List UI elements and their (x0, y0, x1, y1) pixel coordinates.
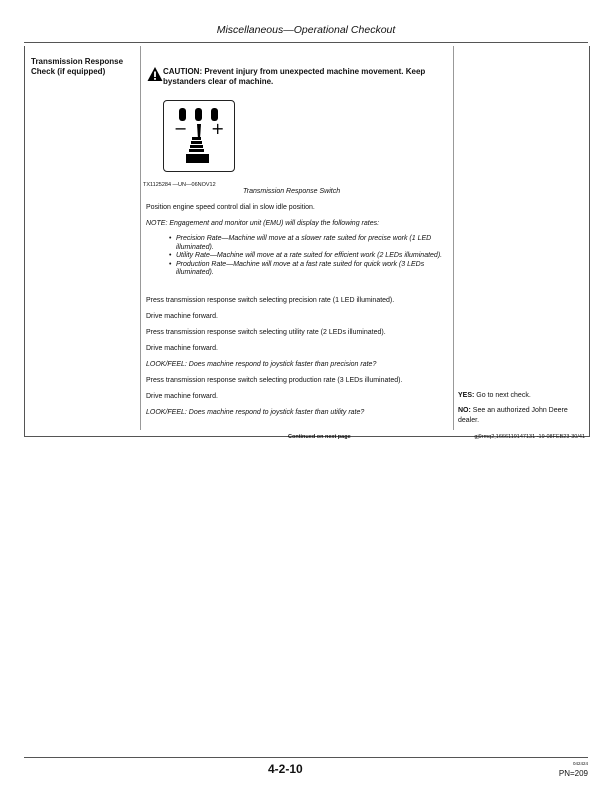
step-text: Drive machine forward. (146, 393, 218, 400)
pn-number: PN=209 (558, 769, 588, 778)
page-number: 4-2-10 (268, 762, 303, 776)
procedure-table (24, 46, 590, 440)
transmission-switch-figure (163, 100, 235, 172)
list-item: • Precision Rate—Machine will move at a slower rate suited for precise work (1 LED illuminated). (176, 235, 451, 252)
warning-triangle-icon (147, 66, 163, 82)
plus-symbol: + (211, 119, 225, 138)
step-text: Press transmission response switch selecting production rate (3 LEDs illuminated). (146, 377, 403, 384)
rate-list (146, 235, 451, 278)
page-header-title: Miscellaneous—Operational Checkout (216, 24, 396, 36)
step-text: Press transmission response switch selecting utility rate (2 LEDs illuminated). (146, 329, 386, 336)
note-text: NOTE: Engagement and monitor unit (EMU) will display the following rates: (146, 220, 380, 227)
step-text: Drive machine forward. (146, 345, 218, 352)
minus-symbol: − (174, 119, 188, 138)
figure-id: TX1125284 —UN—06NOV12 (143, 182, 216, 188)
step-text: Drive machine forward. (146, 313, 218, 320)
step-text: Position engine speed control dial in slow idle position. (146, 204, 315, 211)
no-result (458, 406, 586, 426)
joystick-icon (164, 101, 234, 171)
column-divider (453, 46, 454, 430)
column-divider (140, 46, 141, 430)
yes-label: YES: (458, 392, 475, 399)
continued-note: Continued on next page (288, 434, 351, 440)
page-header (24, 20, 588, 43)
look-feel-text: LOOK/FEEL: Does machine respond to joystick faster than utility rate? (146, 409, 365, 416)
no-text: See an authorized John Deere dealer. (458, 407, 568, 424)
reference-code: gj9rmq2,1666119147131 -19-08FEB23-30/41 (474, 434, 585, 440)
footer-code: 042424 (572, 761, 588, 766)
footer-divider (24, 757, 588, 758)
caution-text: CAUTION: Prevent injury from unexpected machine movement. Keep bystanders clear of machine. (163, 67, 426, 86)
step-text: Press transmission response switch selecting precision rate (1 LED illuminated). (146, 297, 395, 304)
no-label: NO: (458, 407, 471, 414)
yes-result (458, 391, 586, 401)
look-feel-text: LOOK/FEEL: Does machine respond to joystick faster than precision rate? (146, 361, 377, 368)
list-item: • Production Rate—Machine will move at a fast rate suited for quick work (3 LEDs illuminated). (176, 261, 451, 278)
section-title: Transmission Response Check (if equipped) (31, 57, 124, 76)
list-item: • Utility Rate—Machine will move at a rate suited for efficient work (2 LEDs illuminated). (176, 252, 451, 261)
yes-text: Go to next check. (476, 392, 531, 399)
figure-caption: Transmission Response Switch (243, 188, 341, 195)
